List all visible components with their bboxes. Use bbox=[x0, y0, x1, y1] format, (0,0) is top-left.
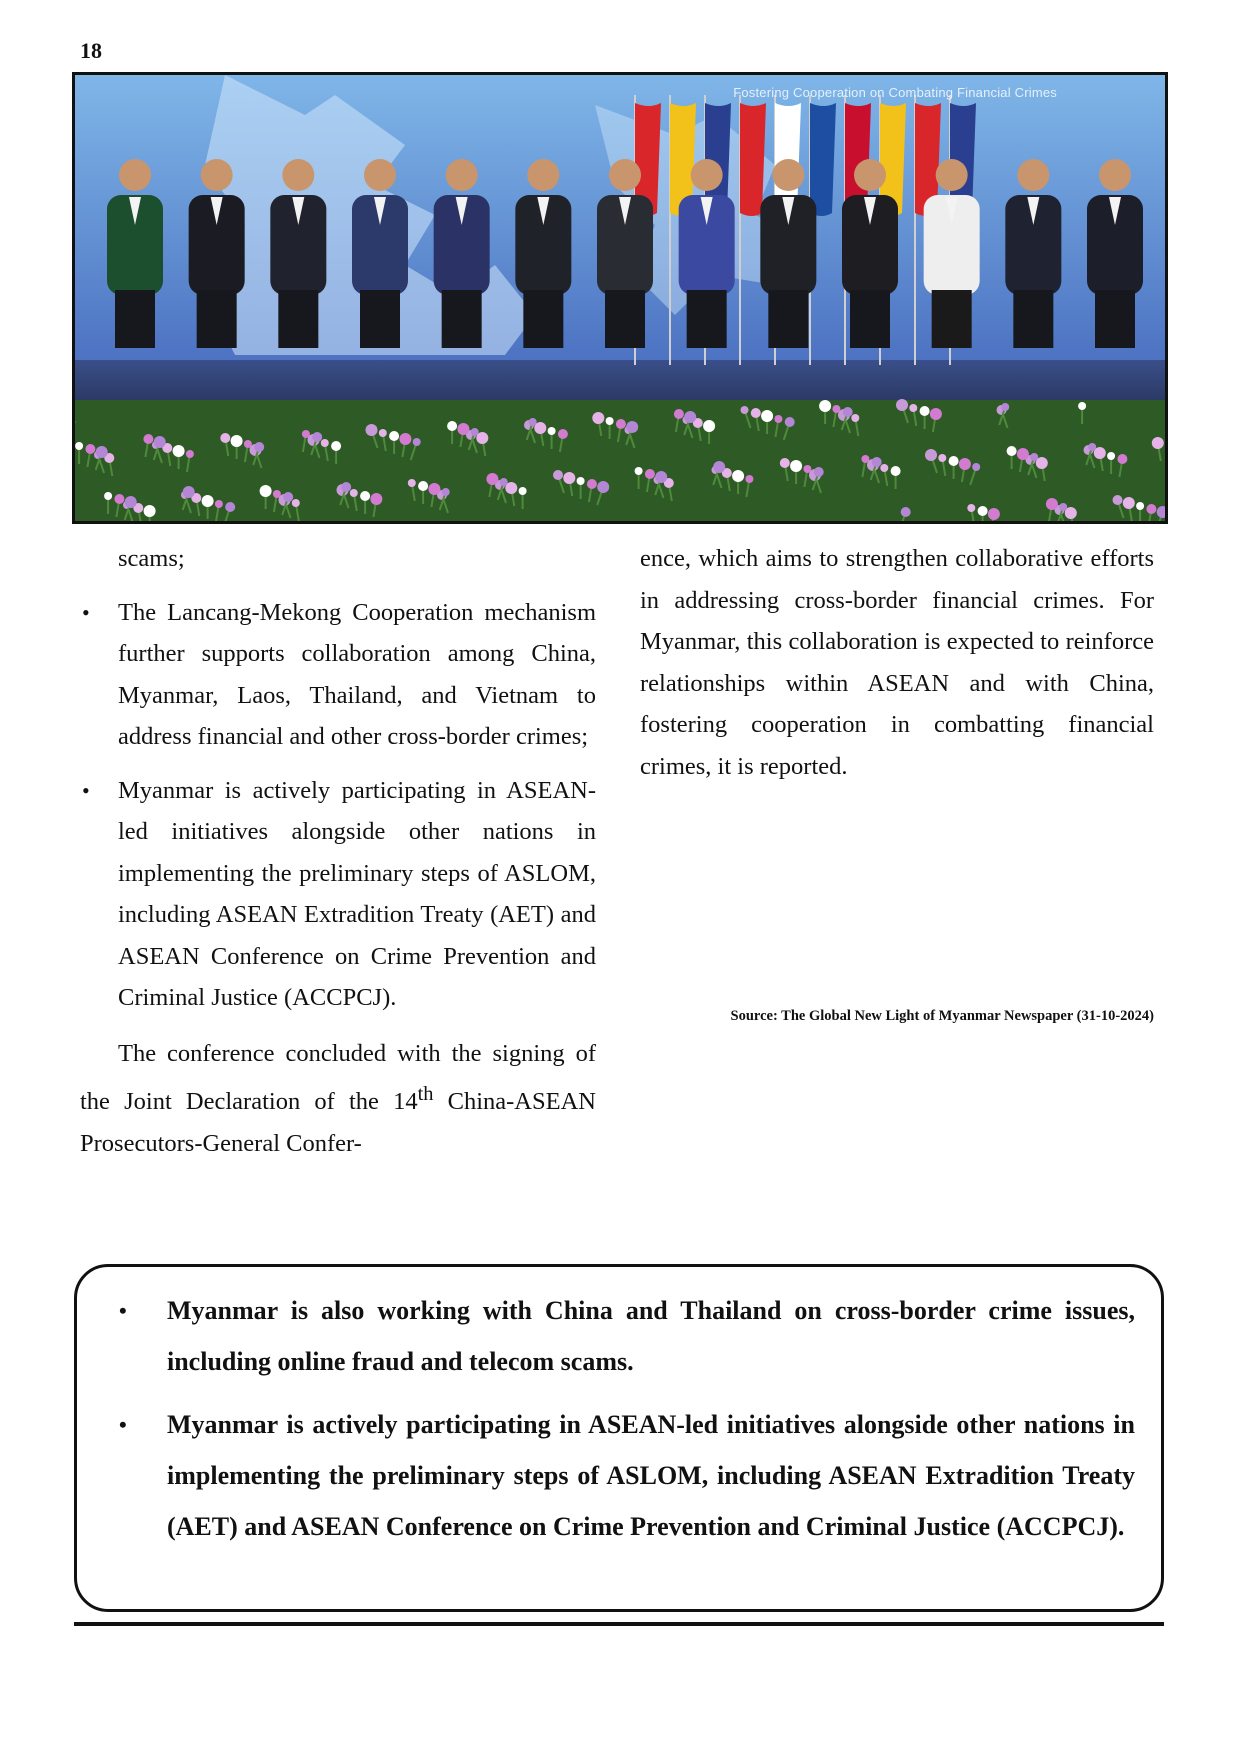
continued-paragraph: ence, which aims to strengthen collaborative efforts in addressing cross-border financial crimes. For Myanmar, this collaboration is expected to reinforce relationships within ASEAN and with China, fostering cooperation in combatting financial crimes, it is reported. bbox=[640, 545, 1154, 780]
bullet-icon: • bbox=[82, 599, 90, 625]
bullet-icon: • bbox=[119, 1298, 127, 1323]
list-item bbox=[80, 770, 596, 1019]
page-number: 18 bbox=[80, 38, 102, 63]
group-photo bbox=[72, 72, 1168, 524]
list-item-text: Myanmar is actively participating in ASEAN-led initiatives alongside other nations in implementing the preliminary steps of ASLOM, including ASEAN Extradition Treaty (AET) and ASEAN Conference on Crime Prevention and Criminal Justice (ACCPCJ). bbox=[118, 776, 596, 1011]
summary-box bbox=[74, 1264, 1164, 1612]
continuation-text: scams; bbox=[118, 545, 185, 572]
flag-shape bbox=[740, 103, 766, 216]
paragraph-text: The conference concluded with the signing of the Joint Declaration of the 14 bbox=[80, 1039, 596, 1116]
photo-banner-text: Fostering Cooperation on Combating Financial Crimes bbox=[733, 85, 1057, 100]
bottom-rule bbox=[74, 1622, 1164, 1626]
summary-item bbox=[107, 1285, 1135, 1387]
bullet-icon: • bbox=[119, 1412, 127, 1437]
flag-shape bbox=[810, 103, 836, 216]
ordinal-suffix: th bbox=[417, 1083, 434, 1105]
group-photo-illustration bbox=[75, 75, 1165, 521]
summary-item-text: Myanmar is also working with China and Thailand on cross-border crime issues, including online fraud and telecom scams. bbox=[167, 1296, 1135, 1376]
article-right-column bbox=[640, 538, 1154, 787]
source-citation: Source: The Global New Light of Myanmar Newspaper (31-10-2024) bbox=[730, 1008, 1154, 1024]
paragraph-text-cont: China-ASEAN Prosecutors-General Confer- bbox=[80, 1088, 596, 1157]
list-item-text: The Lancang-Mekong Cooperation mechanism further supports collaboration among China, Myanmar, Laos, Thailand, and Vietnam to address financial and other cross-border crimes; bbox=[118, 598, 596, 750]
bullet-icon: • bbox=[82, 777, 90, 803]
list-item bbox=[80, 592, 596, 758]
summary-item-text: Myanmar is actively participating in ASEAN-led initiatives alongside other nations in implementing the preliminary steps of ASLOM, including ASEAN Extradition Treaty (AET) and ASEAN Conference on Crime Prevention and Criminal Justice (ACCPCJ). bbox=[167, 1410, 1135, 1541]
summary-item bbox=[107, 1399, 1135, 1552]
closing-paragraph bbox=[80, 1033, 596, 1165]
article-left-column bbox=[80, 538, 596, 1164]
